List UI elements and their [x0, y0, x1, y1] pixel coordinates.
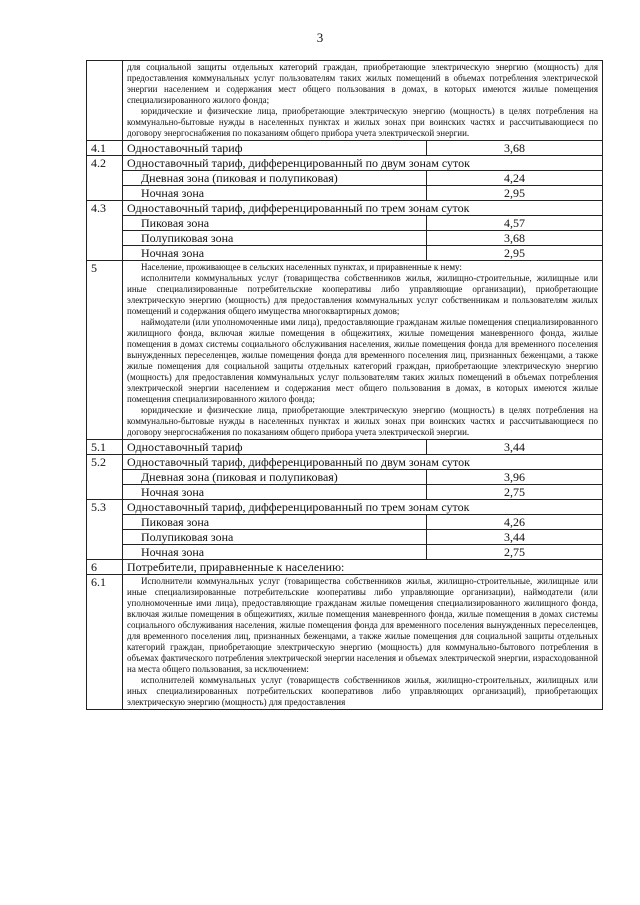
section-row — [87, 575, 603, 710]
zone-label: Полупиковая зона — [123, 530, 427, 545]
table-row — [87, 515, 603, 530]
table-row — [87, 455, 603, 470]
tariff-value: 3,68 — [426, 231, 602, 246]
table-row — [87, 545, 603, 560]
paragraph: юридические и физические лица, приобретающие электрическую энергию (мощность) в целях потребления на коммунально-бытовые нужды в населенных пунктах и жилых зонах при воинских частях и рассчитывающиеся по договору энергоснабжения по показаниям общего прибора учета электрической энергии. — [127, 106, 598, 138]
zone-label: Полупиковая зона — [123, 231, 427, 246]
tariff-value: 2,95 — [426, 246, 602, 261]
paragraph: Исполнители коммунальных услуг (товарищества собственников жилья, жилищно-строительные, жилищные или иные специализированные потребительские кооперативы либо управляющие организации), наймодатели (или уполномоченные ими лица), предоставляющие гражданам жилые помещения специализированного жилищного фонда, включая жилые помещения в общежитиях, жилые помещения маневренного фонда, жилые помещения в домах системы социального обслуживания населения, жилые помещения фонда для временного поселения вынужденных переселенцев, для временного поселения лиц, признанных беженцами, а также жилые помещения для социальной защиты отдельных категорий граждан, приобретающие электрическую энергию (мощность) для коммунально-бытового потребления в объемах фактического потребления электрической энергии населения и объемах электрической энергии, израсходованной на места общего пользования, за исключением: — [127, 576, 598, 674]
tariff-value: 2,75 — [426, 485, 602, 500]
paragraph: исполнителей коммунальных услуг (товариществ собственников жилья, жилищно-строительных, жилищных или иных специализированных потребительских кооперативов либо управляющих организаций), приобретающих электрическую энергию (мощность) для предоставления — [127, 675, 598, 707]
continuation-text — [123, 61, 603, 141]
row-label: Одноставочный тариф — [123, 440, 427, 455]
tariff-value: 4,57 — [426, 216, 602, 231]
tariff-value: 3,44 — [426, 530, 602, 545]
table-row — [87, 530, 603, 545]
zone-label: Пиковая зона — [123, 216, 427, 231]
table-row — [87, 246, 603, 261]
row-number: 5 — [87, 261, 123, 440]
paragraph: наймодатели (или уполномоченные ими лица), предоставляющие гражданам жилые помещения специализированного жилищного фонда, включая жилые помещения в общежитиях, жилые помещения маневренного фонда, жилые помещения в домах системы социального обслуживания населения, жилые помещения фонда для временного поселения вынужденных переселенцев, жилые помещения фонда для временного поселения лиц, признанных беженцами, а также жилые помещения для социальной защиты отдельных категорий граждан, приобретающие электрическую энергию (мощность) для предоставления коммунальных услуг пользователям таких жилых помещений в объемах потребления электрической энергии населением и содержания мест общего пользования в домах, в которых имеются жилые помещения специализированного жилого фонда; — [127, 317, 598, 404]
row-label: Одноставочный тариф, дифференцированный по трем зонам суток — [123, 201, 603, 216]
tariff-value: 2,75 — [426, 545, 602, 560]
table-row — [87, 201, 603, 216]
tariff-value: 4,26 — [426, 515, 602, 530]
tariff-table — [86, 60, 603, 710]
table-row — [87, 186, 603, 201]
section-description — [123, 575, 603, 710]
table-row — [87, 440, 603, 455]
tariff-value: 2,95 — [426, 186, 602, 201]
paragraph: для социальной защиты отдельных категорий граждан, приобретающие электрическую энергию (мощность) для предоставления коммунальных услуг пользователям таких жилых помещений в объемах потребления электрической энергии населением и содержания мест общего пользования в домах, в которых имеются жилые помещения специализированного жилого фонда; — [127, 62, 598, 105]
row-number: 5.3 — [87, 500, 123, 560]
table-row — [87, 216, 603, 231]
row-label: Одноставочный тариф, дифференцированный по двум зонам суток — [123, 455, 603, 470]
row-number: 5.1 — [87, 440, 123, 455]
tariff-value: 3,96 — [426, 470, 602, 485]
row-number: 4.2 — [87, 156, 123, 201]
zone-label: Дневная зона (пиковая и полупиковая) — [123, 171, 427, 186]
row-number: 5.2 — [87, 455, 123, 500]
zone-label: Ночная зона — [123, 186, 427, 201]
row-number: 6 — [87, 560, 123, 575]
zone-label: Пиковая зона — [123, 515, 427, 530]
row-label: Одноставочный тариф — [123, 141, 427, 156]
tariff-value: 4,24 — [426, 171, 602, 186]
table-row — [87, 485, 603, 500]
paragraph: исполнители коммунальных услуг (товарищества собственников жилья, жилищно-строительные, жилищные или иные специализированные потребительские кооперативы либо управляющие организации), приобретающие электрическую энергию (мощность) для предоставления коммунальных услуг собственникам и пользователям жилых помещений и содержания общего имущества многоквартирных домов; — [127, 273, 598, 316]
section-description — [123, 261, 603, 440]
table-row — [87, 171, 603, 186]
zone-label: Ночная зона — [123, 246, 427, 261]
row-label: Одноставочный тариф, дифференцированный по двум зонам суток — [123, 156, 603, 171]
tariff-value: 3,44 — [426, 440, 602, 455]
page-number: 3 — [316, 30, 324, 45]
row-label: Одноставочный тариф, дифференцированный по трем зонам суток — [123, 500, 603, 515]
empty-num-cell — [87, 61, 123, 141]
zone-label: Ночная зона — [123, 545, 427, 560]
section-row — [87, 261, 603, 440]
table-row — [87, 560, 603, 575]
zone-label: Ночная зона — [123, 485, 427, 500]
zone-label: Дневная зона (пиковая и полупиковая) — [123, 470, 427, 485]
table-row — [87, 470, 603, 485]
row-number: 4.3 — [87, 201, 123, 261]
continuation-row — [87, 61, 603, 141]
paragraph: юридические и физические лица, приобретающие электрическую энергию (мощность) в целях потребления на коммунально-бытовые нужды в населенных пунктах и жилых зонах при воинских частях и рассчитывающиеся по договору энергоснабжения по показаниям общего прибора учета электрической энергии. — [127, 405, 598, 437]
tariff-value: 3,68 — [426, 141, 602, 156]
row-number: 4.1 — [87, 141, 123, 156]
table-row — [87, 141, 603, 156]
row-number: 6.1 — [87, 575, 123, 710]
row-label: Потребители, приравненные к населению: — [123, 560, 603, 575]
table-row — [87, 500, 603, 515]
table-row — [87, 156, 603, 171]
paragraph: Население, проживающее в сельских населенных пунктах, и приравненные к нему: — [141, 262, 462, 272]
table-row — [87, 231, 603, 246]
